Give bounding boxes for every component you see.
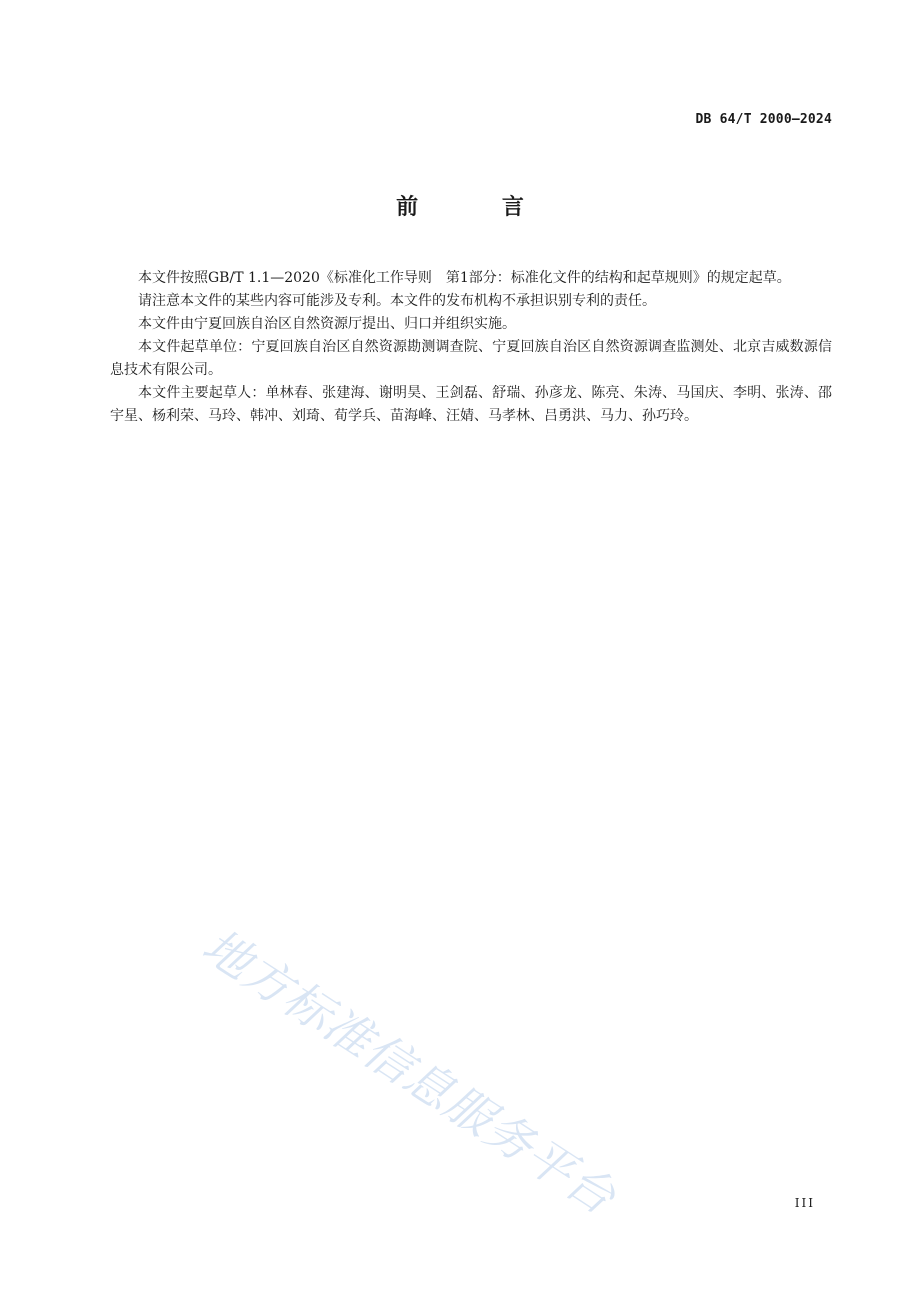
paragraph-patent-notice: 请注意本文件的某些内容可能涉及专利。本文件的发布机构不承担识别专利的责任。	[138, 293, 656, 309]
watermark: 地方标准信息服务平台	[192, 918, 626, 1226]
paragraph-drafters: 本文件主要起草人：单林春、张建海、谢明昊、王剑磊、舒瑞、孙彦龙、陈亮、朱涛、马国庆、李明、张涛、邵宇星、杨利荣、马玲、韩冲、刘琦、荀学兵、苗海峰、汪婧、马孝林、吕勇洪、马力、孙巧玲。	[110, 385, 832, 424]
page-number: III	[794, 1196, 815, 1210]
document-code: DB 64/T 2000—2024	[695, 112, 832, 127]
paragraph-proposer: 本文件由宁夏回族自治区自然资源厅提出、归口并组织实施。	[138, 316, 516, 332]
paragraph-drafting-units: 本文件起草单位：宁夏回族自治区自然资源勘测调查院、宁夏回族自治区自然资源调查监测处、北京吉威数源信息技术有限公司。	[110, 339, 832, 378]
paragraph-drafting-rules: 本文件按照GB/T 1.1—2020《标准化工作导则 第1部分：标准化文件的结构和起草规则》的规定起草。	[138, 270, 791, 286]
page-title: 前 言	[396, 195, 562, 220]
foreword-body	[110, 267, 832, 428]
